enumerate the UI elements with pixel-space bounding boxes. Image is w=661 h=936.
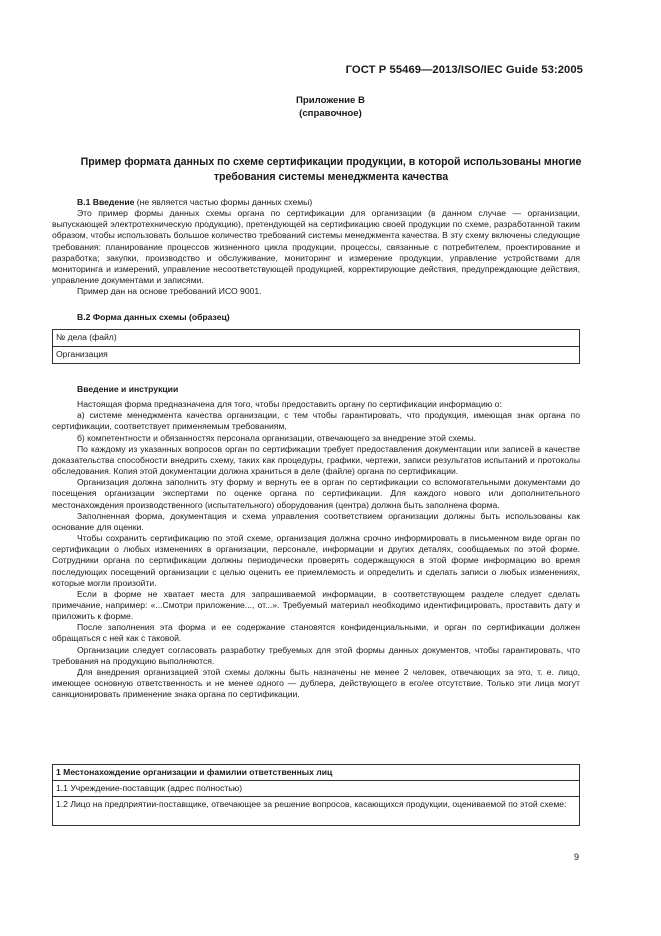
responsible-person-cell[interactable]: 1.2 Лицо на предприятии-поставщике, отвечающее за решение вопросов, касающихся продукции, оцениваемой по этой схеме:	[53, 797, 580, 826]
main-title: Пример формата данных по схеме сертификации продукции, в которой использованы многие требования системы менеджмента качества	[80, 156, 582, 183]
annex-subtitle: (справочное)	[299, 108, 362, 119]
instructions-section	[52, 384, 580, 700]
supplier-address-cell[interactable]: 1.1 Учреждение-поставщик (адрес полностью)	[53, 781, 580, 797]
instructions-paragraph: По каждому из указанных вопросов орган по сертификации требует предоставления документации или записей в качестве доказательства способности внедрить схему, таких как процедуры, графики, чертежи, записи результатов испытаний и протоколы обследования. Копия этой документации должна храниться в деле (файле) органа по сертификации.	[52, 443, 580, 477]
instructions-paragraph: После заполнения эта форма и ее содержание становятся конфиденциальными, и орган по сертификации должен обращаться с ней как с таковой.	[52, 622, 580, 644]
instructions-heading: Введение и инструкции	[77, 384, 179, 394]
section-b1-paragraph: Пример дан на основе требований ИСО 9001.	[77, 286, 262, 297]
section-b1	[52, 197, 580, 297]
instructions-paragraph: Организация должна заполнить эту форму и вернуть ее в орган по сертификации со вспомогательными документами до посещения организации экспертами по оценке органа по сертификации. Для каждого нового или дополнительного местонахождения производственного (испытательного) оборудования (центра) должна быть заполнена форма.	[52, 477, 580, 510]
instructions-paragraph: Настоящая форма предназначена для того, чтобы предоставить органу по сертификации информацию о:	[77, 399, 502, 410]
section-b1-heading	[52, 197, 580, 208]
section-b1-note: (не является частью формы данных схемы)	[136, 197, 313, 207]
instructions-paragraph: Чтобы сохранить сертификацию по этой схеме, организация должна срочно информировать в письменном виде орган по сертификации о любых изменениях в организации, персонале, информации и других деталях, сообщаемых по этой форме. Сотрудники органа по сертификации должны периодически проверять содержащуюся в этой форме информацию во время последующих посещений организации с целью оценить ее приемлемость и определить и сделать записи о любых изменениях, которые могли произойти.	[52, 533, 580, 588]
page-number: 9	[573, 852, 579, 862]
document-header: ГОСТ Р 55469—2013/ISO/IEC Guide 53:2005	[345, 64, 583, 76]
section-b2-heading: В.2 Форма данных схемы (образец)	[77, 312, 230, 322]
instructions-paragraph: б) компетентности и обязанностях персонала организации, отвечающего за внедрение этой схемы.	[77, 432, 477, 443]
location-table-block	[52, 764, 580, 826]
instructions-paragraph: Если в форме не хватает места для запрашиваемой информации, в соответствующем разделе следует сделать примечание, например: «...Смотри приложение..., от...». Требуемый материал необходимо идентифицировать, проставить дату и приложить к форме.	[52, 588, 580, 622]
instructions-paragraph: Для внедрения организацией этой схемы должны быть назначены не менее 2 человек, отвечающих за это, т. е. лицо, имеющее основную ответственность и не менее одного — дублера, действующего в его/ее отсутствие. Только эти лица могут санкционировать применение знака органа по сертификации.	[52, 666, 580, 700]
instructions-paragraph: а) системе менеджмента качества организации, с тем чтобы гарантировать, что продукция, имеющая знак органа по сертификации, соответствует применяемым требованиям,	[52, 410, 580, 432]
location-table-heading: 1 Местонахождение организации и фамилии ответственных лиц	[53, 765, 580, 781]
instructions-paragraph: Заполненная форма, документация и схема управления соответствием организации должны быть использованы как основание для оценки.	[52, 510, 580, 532]
location-table	[52, 764, 580, 826]
organization-cell[interactable]: Организация	[53, 347, 580, 364]
section-b2	[52, 312, 580, 364]
annex-title: Приложение В	[296, 95, 365, 106]
section-b1-paragraph: Это пример формы данных схемы органа по сертификации для организации (в данном случае — организации, выпускающей электротехническую продукцию), претендующей на сертификацию своей продукции по схеме, разработанной таким образом, чтобы использовать большое количество требований системы менеджмента качества. В эту схему включены следующие требования: планирование процессов жизненного цикла продукции, процессы, связанные с потребителем, проектирование и разработка; закупки, производство и обслуживание, мониторинг и измерение продукции, управление устройствами для мониторинга и измерений, управление несоответствующей продукцией, корректирующие действия, предупреждающие действия, управление документами и записями.	[52, 208, 580, 286]
section-b1-heading-text: В.1 Введение	[77, 197, 135, 207]
case-number-cell[interactable]: № дела (файл)	[53, 330, 580, 347]
instructions-paragraph: Организации следует согласовать разработку требуемых для этой формы данных документов, чтобы гарантировать, что требования на продукцию выполняются.	[52, 644, 580, 666]
form-header-table	[52, 329, 580, 364]
